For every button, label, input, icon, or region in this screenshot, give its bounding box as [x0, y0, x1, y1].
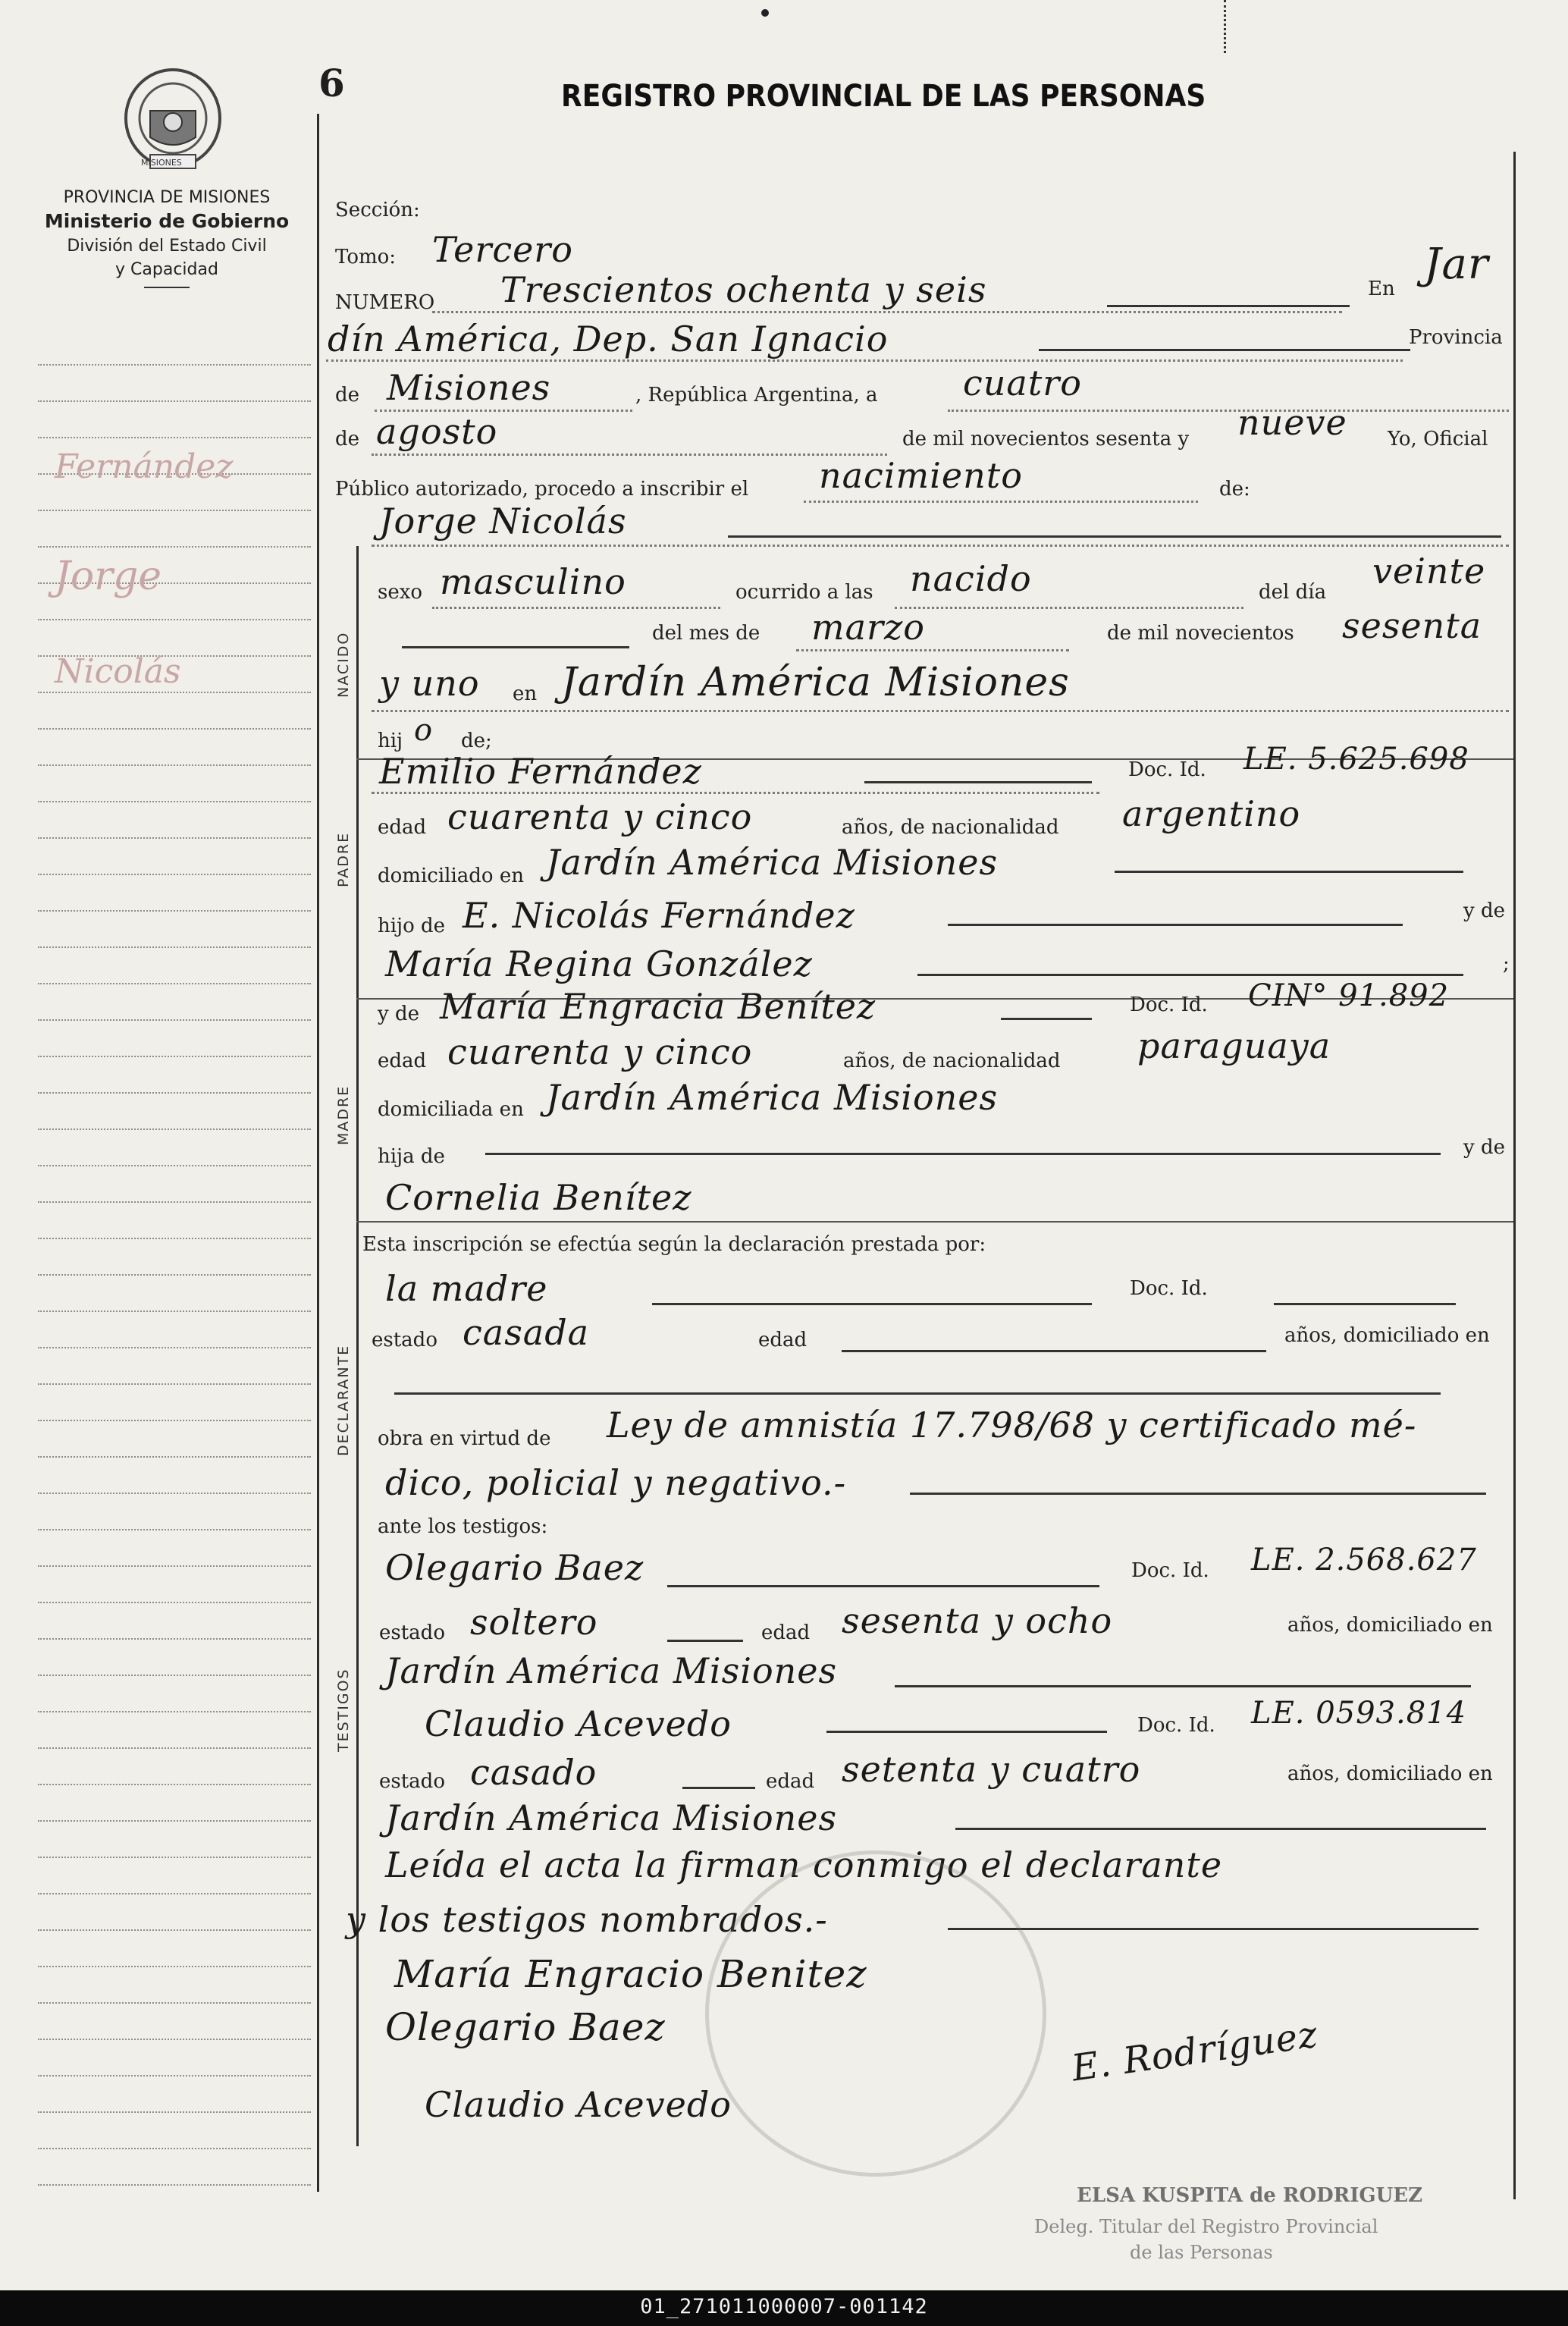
label-de2: de [335, 428, 360, 450]
label-anos-dom-decl: años, domiciliado en [1284, 1324, 1490, 1347]
margin-rule-line [38, 1784, 311, 1785]
margin-rule-line [38, 546, 311, 548]
margin-rule-line [38, 364, 311, 366]
hw-t1-doc: LE. 2.568.627 [1251, 1543, 1477, 1577]
margin-rule-line [38, 2184, 311, 2186]
label-testigos: TESTIGOS [335, 1668, 352, 1752]
label-hij: hij [378, 730, 403, 752]
margin-rule-line [38, 1456, 311, 1458]
margin-rule-line [38, 801, 311, 802]
hw-testigo2: Claudio Acevedo [425, 1703, 732, 1744]
label-estado-decl: estado [372, 1329, 437, 1351]
margin-rule-line [38, 1857, 311, 1858]
label-de-sc: de; [461, 730, 492, 752]
right-frame-line [1513, 152, 1516, 2199]
rule-lugar-solid [1039, 349, 1410, 351]
hw-padre-doc: LE. 5.625.698 [1243, 742, 1469, 777]
hw-t2-edad: setenta y cuatro [842, 1749, 1141, 1790]
label-edad-t2: edad [766, 1770, 815, 1793]
label-mil-sesenta: de mil novecientos sesenta y [902, 428, 1190, 450]
hw-obra2: dico, policial y negativo.- [385, 1462, 847, 1503]
label-estado-t2: estado [379, 1770, 445, 1793]
rule-lugar-nac [372, 710, 1509, 712]
rule-cierre [948, 1928, 1479, 1930]
label-del-mes: del mes de [652, 622, 760, 645]
label-dom-madre: domiciliada en [378, 1098, 524, 1121]
rule-hija-de [485, 1153, 1441, 1155]
margin-rule-line [38, 2111, 311, 2113]
margin-rule-line [38, 1493, 311, 1494]
hw-declarante: la madre [385, 1268, 548, 1309]
hw-abuela-mat: Cornelia Benítez [385, 1177, 692, 1218]
margin-rule-line [38, 1529, 311, 1530]
label-sexo: sexo [378, 581, 423, 604]
label-mil-novecientos: de mil novecientos [1107, 622, 1294, 645]
hw-anio-nac: sesenta [1342, 605, 1482, 646]
label-edad-decl: edad [758, 1329, 808, 1351]
org-province: PROVINCIA DE MISIONES [63, 188, 271, 207]
rule-madre [1001, 1018, 1092, 1020]
margin-rule-line [38, 1638, 311, 1640]
margin-rule-line [38, 1711, 311, 1712]
label-doc-padre: Doc. Id. [1128, 758, 1206, 781]
margin-rule-line [38, 1747, 311, 1749]
margin-rule-line [38, 1675, 311, 1676]
label-doc-t2: Doc. Id. [1137, 1714, 1215, 1737]
margin-rule-line [38, 619, 311, 620]
margin-note-name1: Jorge [55, 554, 162, 599]
label-yo-oficial: Yo, Oficial [1388, 428, 1488, 450]
rule-obra2 [910, 1493, 1486, 1495]
signature-testigo1: Olegario Baez [385, 2005, 666, 2049]
margin-rule-line [38, 1092, 311, 1094]
rule-padre-dots [372, 792, 1099, 794]
label-ocurrido: ocurrido a las [735, 581, 873, 604]
label-provincia: Provincia [1409, 326, 1503, 349]
hw-padre-nac: argentino [1122, 793, 1301, 834]
left-frame-line [317, 114, 319, 2192]
registry-round-stamp [705, 1850, 1046, 2177]
label-de: de [335, 384, 360, 407]
hw-numero: Trescientos ochenta y seis [500, 269, 987, 310]
hw-cierre2: y los testigos nombrados.- [346, 1899, 828, 1940]
hw-obra1: Ley de amnistía 17.798/68 y certificado mé- [607, 1405, 1417, 1446]
label-doc-decl: Doc. Id. [1130, 1277, 1208, 1300]
punch-hole [761, 9, 769, 17]
hw-dia: cuatro [963, 363, 1082, 403]
rule-padre-dom [1115, 871, 1463, 873]
label-seccion: Sección: [335, 199, 420, 221]
margin-rule-line [38, 692, 311, 693]
hw-t1-estado: soltero [470, 1602, 598, 1643]
margin-rule-line [38, 1056, 311, 1057]
margin-rule-line [38, 837, 311, 839]
hw-madre-doc: CIN° 91.892 [1248, 978, 1450, 1013]
rule-t2-estado [682, 1787, 755, 1789]
margin-rule-line [38, 874, 311, 875]
rule-madre-frame [356, 1221, 1513, 1223]
rule-declarante [652, 1303, 1092, 1305]
hw-sexo: masculino [440, 561, 626, 602]
margin-rule-line [38, 2039, 311, 2040]
hw-decl-estado: casada [463, 1312, 590, 1353]
rule-dia [948, 410, 1509, 412]
hw-t2-estado: casado [470, 1752, 597, 1793]
hw-lugar-cont: dín América, Dep. San Ignacio [328, 319, 889, 359]
label-en: En [1368, 278, 1395, 300]
margin-rule-line [38, 1019, 311, 1021]
label-nac-madre: años, de nacionalidad [843, 1050, 1061, 1072]
label-declarante: DECLARANTE [335, 1344, 352, 1456]
margin-rule-line [38, 1238, 311, 1239]
rule-lugar [326, 359, 1403, 362]
rule-testigo2 [826, 1731, 1107, 1733]
org-division: División del Estado Civil [67, 237, 267, 256]
hw-dia-nac: veinte [1372, 551, 1486, 592]
label-y-de: y de [1463, 899, 1505, 922]
hw-mes-nac: marzo [811, 607, 925, 648]
label-tomo: Tomo: [335, 246, 397, 268]
rule-t1-dom [895, 1685, 1471, 1687]
label-anos-dom-t2: años, domiciliado en [1287, 1763, 1493, 1785]
label-en2: en [513, 683, 538, 705]
rule-padre [864, 781, 1092, 783]
margin-rule-line [38, 2148, 311, 2149]
label-y-de-2: y de [1463, 1136, 1505, 1159]
rule-t1-estado [667, 1640, 743, 1642]
label-edad-padre: edad [378, 816, 427, 839]
rule-numero [432, 311, 1342, 313]
rule-mes [372, 454, 887, 456]
label-doc-t1: Doc. Id. [1131, 1559, 1209, 1582]
rule-abuela [917, 974, 1463, 976]
margin-rule-line [38, 983, 311, 984]
hw-madre-dom: Jardín América Misiones [546, 1077, 999, 1118]
rule-ocurrido [895, 607, 1243, 609]
margin-rule-line [38, 1347, 311, 1348]
label-republica: , República Argentina, a [635, 384, 878, 407]
hw-abuelo: E. Nicolás Fernández [463, 895, 855, 936]
hw-t1-dom: Jardín América Misiones [385, 1650, 838, 1691]
hw-acto: nacimiento [819, 455, 1023, 496]
rule-testigo1 [667, 1585, 1099, 1587]
rule-doc-decl [1274, 1303, 1456, 1305]
margin-note-surname: Fernández [55, 447, 234, 486]
margin-rule-line [38, 1820, 311, 1822]
signature-oficial: E. Rodríguez [1069, 2013, 1321, 2090]
label-publico: Público autorizado, procedo a inscribir el [335, 478, 749, 501]
image-id-text: 01_271011000007-001142 [640, 2295, 928, 2318]
hw-padre-edad: cuarenta y cinco [447, 796, 753, 837]
margin-rule-line [38, 1602, 311, 1603]
label-numero: NUMERO [335, 291, 435, 314]
hw-t2-doc: LE. 0593.814 [1251, 1696, 1467, 1731]
margin-rule-line [38, 1966, 311, 1967]
margin-note-name2: Nicolás [55, 652, 181, 691]
hw-tomo: Tercero [432, 229, 573, 270]
rule-numero-solid [1107, 305, 1350, 307]
margin-rule-line [38, 1420, 311, 1421]
margin-rule-line [38, 728, 311, 730]
page-number: 6 [318, 61, 345, 105]
label-hijo-de: hijo de [378, 915, 446, 937]
org-ministry: Ministerio de Gobierno [44, 210, 290, 232]
label-de-colon: de: [1219, 478, 1250, 501]
label-obra: obra en virtud de [378, 1427, 551, 1450]
hw-mes: agosto [376, 411, 498, 452]
margin-rule-line [38, 1929, 311, 1931]
margin-rule-line [38, 2075, 311, 2076]
margin-rule-line [38, 1165, 311, 1166]
margin-rule-line [38, 1893, 311, 1894]
label-dom-padre: domiciliado en [378, 865, 524, 887]
margin-rule-line [38, 910, 311, 912]
official-stamp-sub: de las Personas [1130, 2242, 1273, 2263]
label-del-dia: del día [1259, 581, 1327, 604]
label-nacido: NACIDO [335, 631, 352, 698]
rule-sexo [432, 607, 720, 609]
margin-rule-line [38, 1274, 311, 1276]
hw-cierre1: Leída el acta la firman conmigo el declarante [385, 1844, 1223, 1885]
margin-rule-line [38, 437, 311, 438]
org-block [23, 188, 311, 288]
official-stamp-title: Deleg. Titular del Registro Provincial [1034, 2216, 1378, 2237]
label-anos-dom-t1: años, domiciliado en [1287, 1614, 1493, 1637]
margin-rule-line [38, 510, 311, 511]
org-rule [144, 287, 190, 288]
official-stamp-name: ELSA KUSPITA de RODRIGUEZ [1077, 2184, 1423, 2207]
label-padre: PADRE [335, 831, 352, 887]
rule-nombre-solid [728, 535, 1501, 538]
label-edad-t1: edad [761, 1621, 811, 1644]
label-nac-padre: años, de nacionalidad [842, 816, 1059, 839]
rule-decl-dom [394, 1392, 1441, 1395]
margin-rule-line [38, 2002, 311, 2004]
label-y-de-madre: y de [378, 1003, 419, 1025]
margin-rule-line [38, 946, 311, 948]
hw-nombre: Jorge Nicolás [379, 501, 627, 541]
hw-padre-dom: Jardín América Misiones [546, 842, 999, 883]
margin-rule-line [38, 1383, 311, 1385]
rule-abuelo [948, 924, 1403, 926]
margin-rule-line [38, 1201, 311, 1203]
hw-t2-dom: Jardín América Misiones [385, 1797, 838, 1838]
margin-rule-line [38, 1565, 311, 1567]
hw-madre: María Engracia Benítez [440, 986, 877, 1027]
hw-ocurrido: nacido [910, 558, 1032, 599]
hw-lugar-nac: Jardín América Misiones [561, 660, 1070, 705]
hw-abuela: María Regina González [385, 943, 813, 984]
rule-acto [804, 501, 1198, 503]
rule-mes-nac [796, 649, 1069, 651]
hw-en-lugar: Jar [1424, 240, 1489, 289]
rule-edad-decl [842, 1350, 1266, 1352]
hw-anio: nueve [1237, 402, 1347, 443]
org-capacity: y Capacidad [115, 260, 218, 279]
image-id-bar [0, 2290, 1568, 2326]
label-edad-madre: edad [378, 1050, 427, 1072]
edge-mark [1224, 0, 1229, 53]
hw-provincia: Misiones [387, 367, 551, 408]
label-doc-madre: Doc. Id. [1130, 993, 1208, 1016]
signature-testigo2: Claudio Acevedo [425, 2084, 732, 2125]
signature-madre: María Engracio Benitez [394, 1952, 867, 1996]
hw-padre: Emilio Fernández [379, 751, 702, 792]
margin-rule-line [38, 764, 311, 766]
label-madre: MADRE [335, 1085, 352, 1145]
label-ante: ante los testigos: [378, 1515, 548, 1538]
label-semicolon: ; [1503, 953, 1510, 975]
hw-anio-nac2: y uno [379, 663, 480, 704]
seal-text: MISIONES [141, 158, 182, 168]
label-hija-de: hija de [378, 1145, 445, 1168]
margin-rule-line [38, 400, 311, 402]
page-title: REGISTRO PROVINCIAL DE LAS PERSONAS [561, 79, 1206, 114]
rule-t2-dom [955, 1828, 1486, 1830]
rule-nombre [372, 545, 1509, 547]
margin-rule-line [38, 1128, 311, 1130]
hw-madre-nac: paraguaya [1137, 1025, 1331, 1066]
hw-madre-edad: cuarenta y cinco [447, 1031, 753, 1072]
hw-testigo1: Olegario Baez [385, 1547, 644, 1588]
margin-rule-line [38, 1311, 311, 1312]
hw-hij-suffix: o [414, 713, 434, 748]
label-estado-t1: estado [379, 1621, 445, 1644]
label-esta-inscripcion: Esta inscripción se efectúa según la declaración prestada por: [362, 1233, 986, 1256]
rule-mes-nac-lead [402, 646, 629, 648]
hw-t1-edad: sesenta y ocho [842, 1600, 1113, 1641]
